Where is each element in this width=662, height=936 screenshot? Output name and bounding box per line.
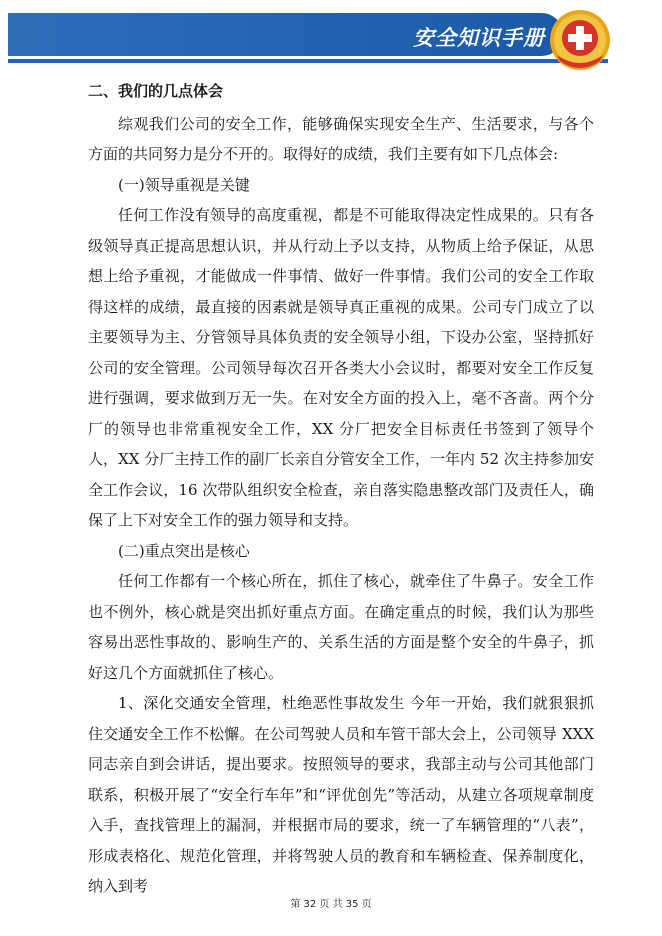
paragraph-traffic-safety: 1、深化交通安全管理，杜绝恶性事故发生 今年一开始，我们就狠狠抓住交通安全工作不松懈。在公司驾驶人员和车管干部大会上，公司领导 XXX 同志亲自到会讲话，提出要求。按照领导的要求，我部主动与公司其他部门联系，积极开展了“安全行车年”和“评优创先”等活动，从建立各项规章制度入手，查找管理上的漏洞，并根据市局的要求，统一了车辆管理的“八表”，形成表格化、规范化管理，并将驾驶人员的教育和车辆检查、保养制度化，纳入到考 xyxy=(88,694,594,895)
header-underline xyxy=(8,59,608,63)
subheading-focus: (二)重点突出是核心 xyxy=(118,541,250,560)
document-body xyxy=(88,76,594,902)
header-title: 安全知识手册 xyxy=(413,26,545,50)
section-heading: 二、我们的几点体会 xyxy=(88,82,224,100)
subheading-leadership: (一)领导重视是关键 xyxy=(118,175,250,194)
paragraph-leadership: 任何工作没有领导的高度重视，都是不可能取得决定性成果的。只有各级领导真正提高思想认识，并从行动上予以支持，从物质上给予保证，从思想上给予重视，才能做成一件事情、做好一件事情。我们公司的安全工作取得这样的成绩，最直接的因素就是领导真正重视的成果。公司专门成立了以主要领导为主、分管领导具体负责的安全领导小组，下设办公室，坚持抓好公司的安全管理。公司领导每次召开各类大小会议时，都要对安全工作反复进行强调，要求做到万无一失。在对安全方面的投入上，毫不吝啬。两个分厂的领导也非常重视安全工作，XX 分厂把安全目标责任书签到了领导个人，XX 分厂主持工作的副厂长亲自分管安全工作，一年内 52 次主持参加安全工作会议，16 次带队组织安全检查，亲自落实隐患整改部门及责任人，确保了上下对安全工作的强力领导和支持。 xyxy=(88,206,594,529)
paragraph-focus: 任何工作都有一个核心所在，抓住了核心，就牵住了牛鼻子。安全工作也不例外，核心就是突出抓好重点方面。在确定重点的时候，我们认为那些容易出恶性事故的、影响生产的、关系生活的方面是整个安全的牛鼻子，抓好这几个方面就抓住了核心。 xyxy=(88,572,594,682)
page-number: 第 32 页 共 35 页 xyxy=(290,899,372,910)
safety-emblem-icon xyxy=(545,5,615,75)
paragraph-intro: 综观我们公司的安全工作，能够确保实现安全生产、生活要求，与各个方面的共同努力是分不开的。取得好的成绩，我们主要有如下几点体会: xyxy=(88,114,594,163)
page-header xyxy=(0,0,662,80)
